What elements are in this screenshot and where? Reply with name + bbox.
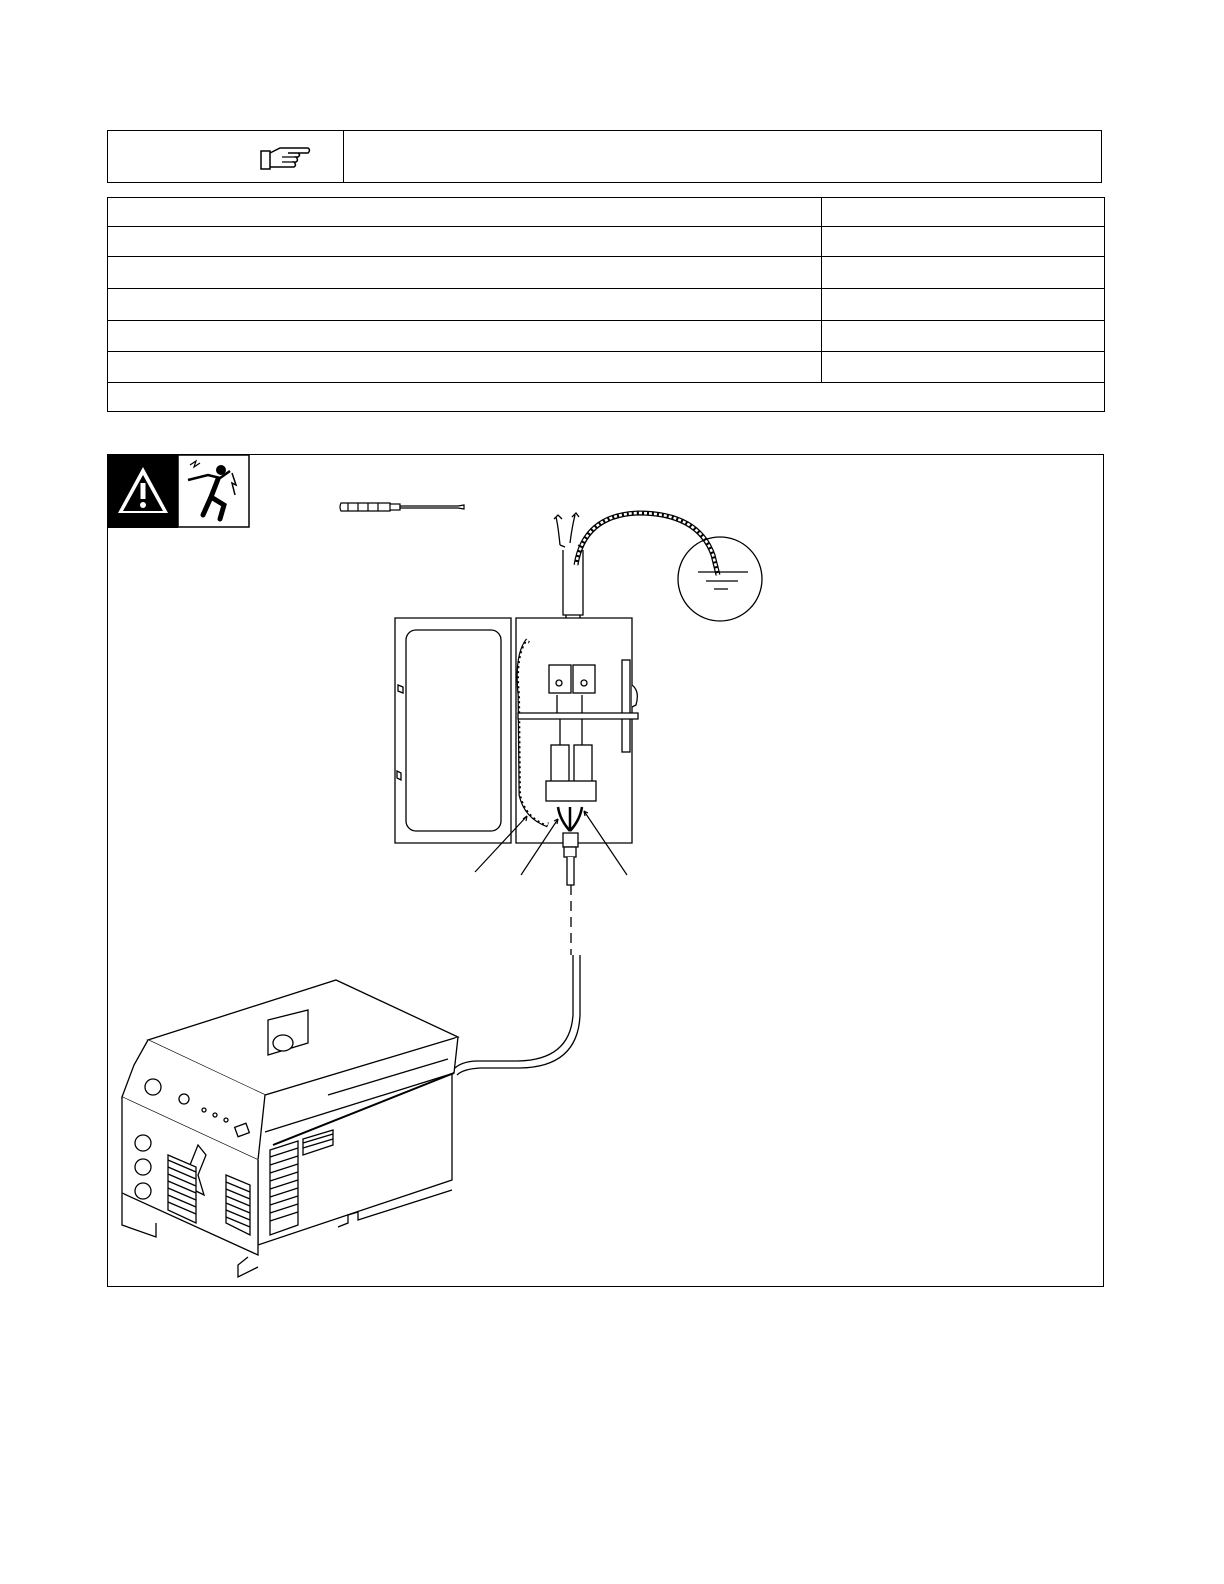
table-footer-row <box>108 382 1105 411</box>
row-value <box>822 351 1105 382</box>
installation-figure <box>107 454 1104 1287</box>
notice-icon-cell <box>108 131 344 182</box>
ground-icon <box>678 537 762 621</box>
table-row <box>108 351 1105 382</box>
notice-text <box>345 131 1101 182</box>
welder-unit <box>122 980 458 1277</box>
table-row <box>108 288 1105 320</box>
electric-shock-icon <box>178 455 249 527</box>
screwdriver-icon <box>340 503 464 511</box>
table-row <box>108 320 1105 351</box>
row-value <box>822 288 1105 320</box>
notice-box <box>107 130 1102 183</box>
figure-drawing <box>108 455 1105 1288</box>
table-row <box>108 226 1105 256</box>
warning-triangle-icon <box>108 455 178 528</box>
row-label <box>108 320 822 351</box>
row-value <box>822 256 1105 288</box>
row-value <box>822 226 1105 256</box>
spec-table <box>107 197 1105 412</box>
disconnect-box <box>395 618 638 885</box>
table-row <box>108 256 1105 288</box>
row-label <box>108 256 822 288</box>
row-label <box>108 288 822 320</box>
power-cord <box>452 885 580 1075</box>
pointing-hand-icon <box>260 143 312 173</box>
row-label <box>108 351 822 382</box>
supply-cable <box>554 513 718 625</box>
row-label <box>108 226 822 256</box>
row-label <box>108 198 822 227</box>
table-footer <box>108 382 1105 411</box>
table-row <box>108 198 1105 227</box>
row-value <box>822 320 1105 351</box>
row-value <box>822 198 1105 227</box>
